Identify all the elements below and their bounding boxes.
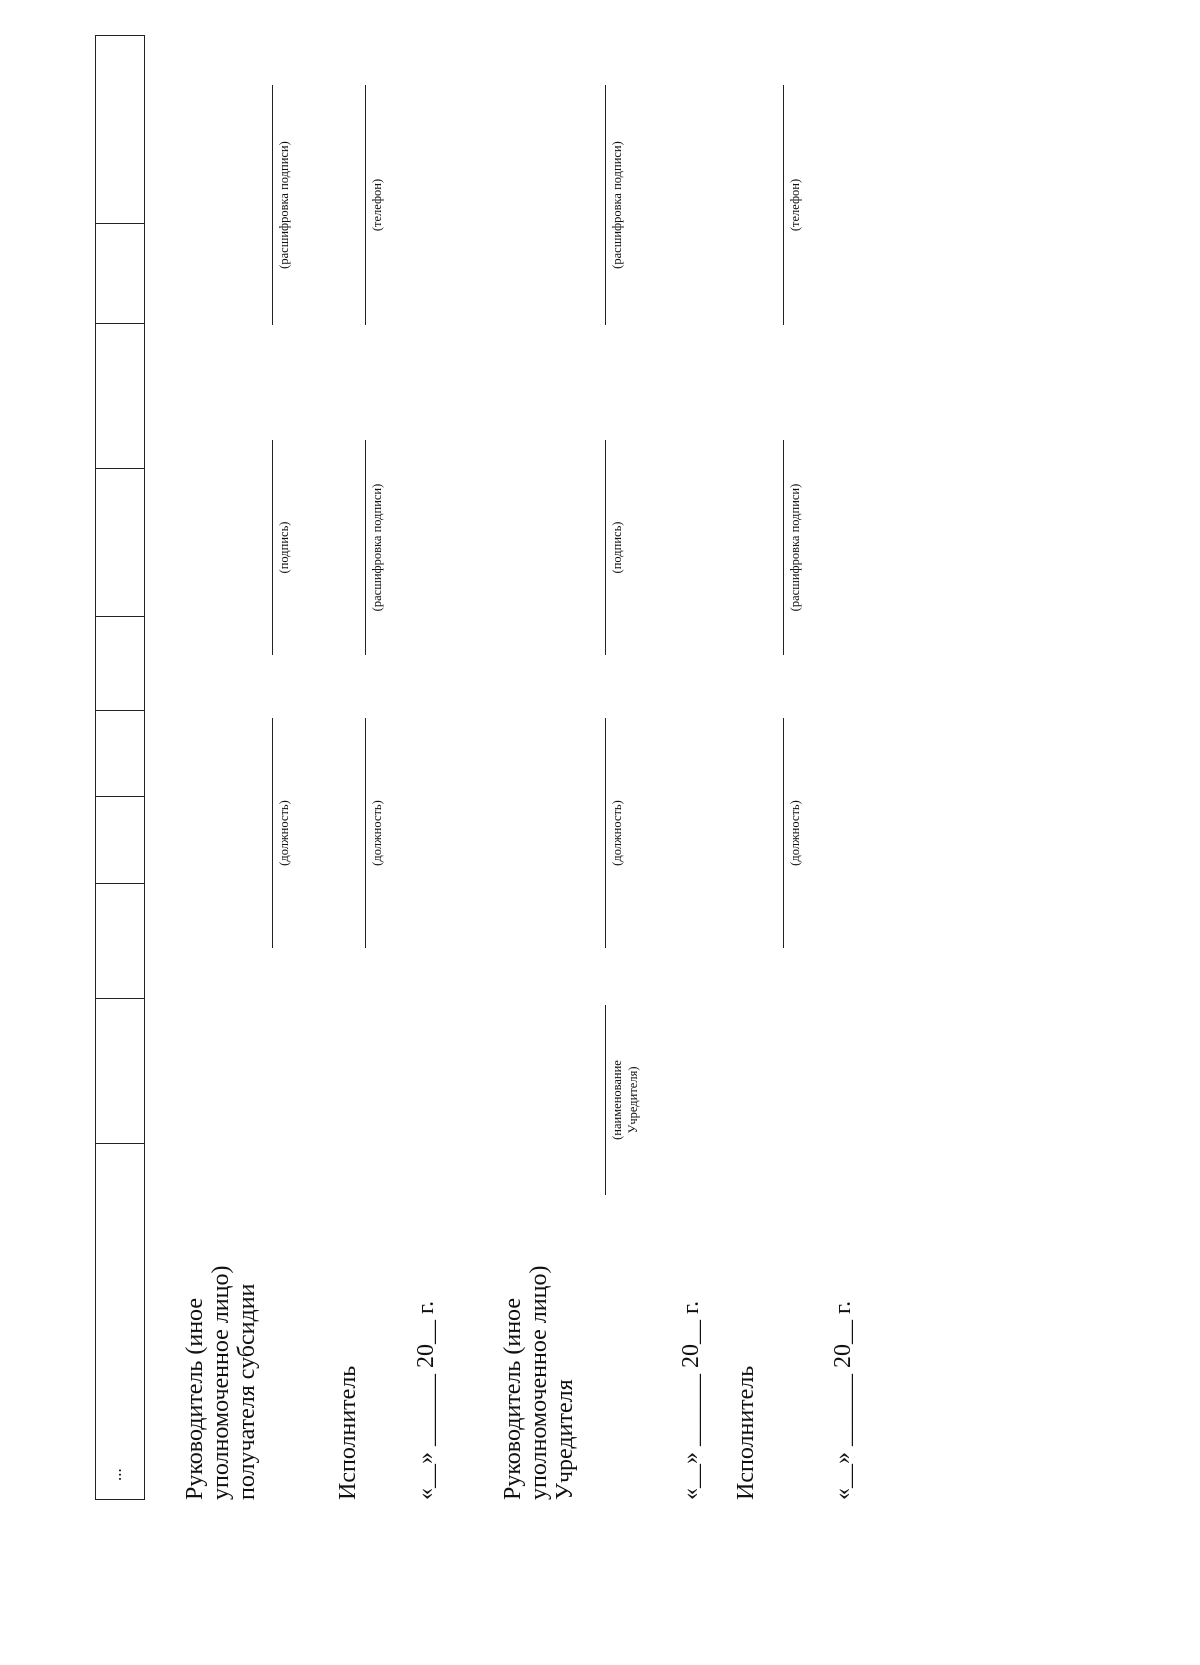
founder-name-line: (наименование Учредителя) <box>605 1005 641 1195</box>
executor-1-position-line: (должность) <box>365 718 385 948</box>
executor-2-phone-line: (телефон) <box>783 85 803 325</box>
date-line-3: «__» ______ 20__ г. <box>830 1300 856 1500</box>
table-divider <box>96 710 144 711</box>
date-line-1: «__» ______ 20__ г. <box>413 1300 439 1500</box>
table-divider <box>96 616 144 617</box>
table-ellipsis-cell: ... <box>106 1468 125 1481</box>
table-divider <box>96 1143 144 1144</box>
executor-1-phone-line: (телефон) <box>365 85 385 325</box>
founder-signature-line: (подпись) <box>605 440 625 655</box>
date-line-2: «__» ______ 20__ г. <box>678 1300 704 1500</box>
table-divider <box>96 883 144 884</box>
recipient-signature-line: (подпись) <box>272 440 292 655</box>
table-divider <box>96 468 144 469</box>
founder-position-line: (должность) <box>605 718 625 948</box>
executor-2-position-line: (должность) <box>783 718 803 948</box>
table-divider <box>96 323 144 324</box>
recipient-transcript-line: (расшифровка подписи) <box>272 85 292 325</box>
table-divider <box>96 796 144 797</box>
founder-transcript-line: (расшифровка подписи) <box>605 85 625 325</box>
executor-1-label: Исполнитель <box>335 1365 361 1500</box>
table-divider <box>96 223 144 224</box>
executor-2-label: Исполнитель <box>733 1365 759 1500</box>
recipient-position-line: (должность) <box>272 718 292 948</box>
report-table <box>95 35 145 1500</box>
recipient-head-label: Руководитель (иное уполномоченное лицо) получателя субсидии <box>182 1265 260 1500</box>
executor-1-transcript-line: (расшифровка подписи) <box>365 440 385 655</box>
founder-head-label: Руководитель (иное уполномоченное лицо) Учредителя <box>500 1265 578 1500</box>
table-divider <box>96 998 144 999</box>
executor-2-transcript-line: (расшифровка подписи) <box>783 440 803 655</box>
